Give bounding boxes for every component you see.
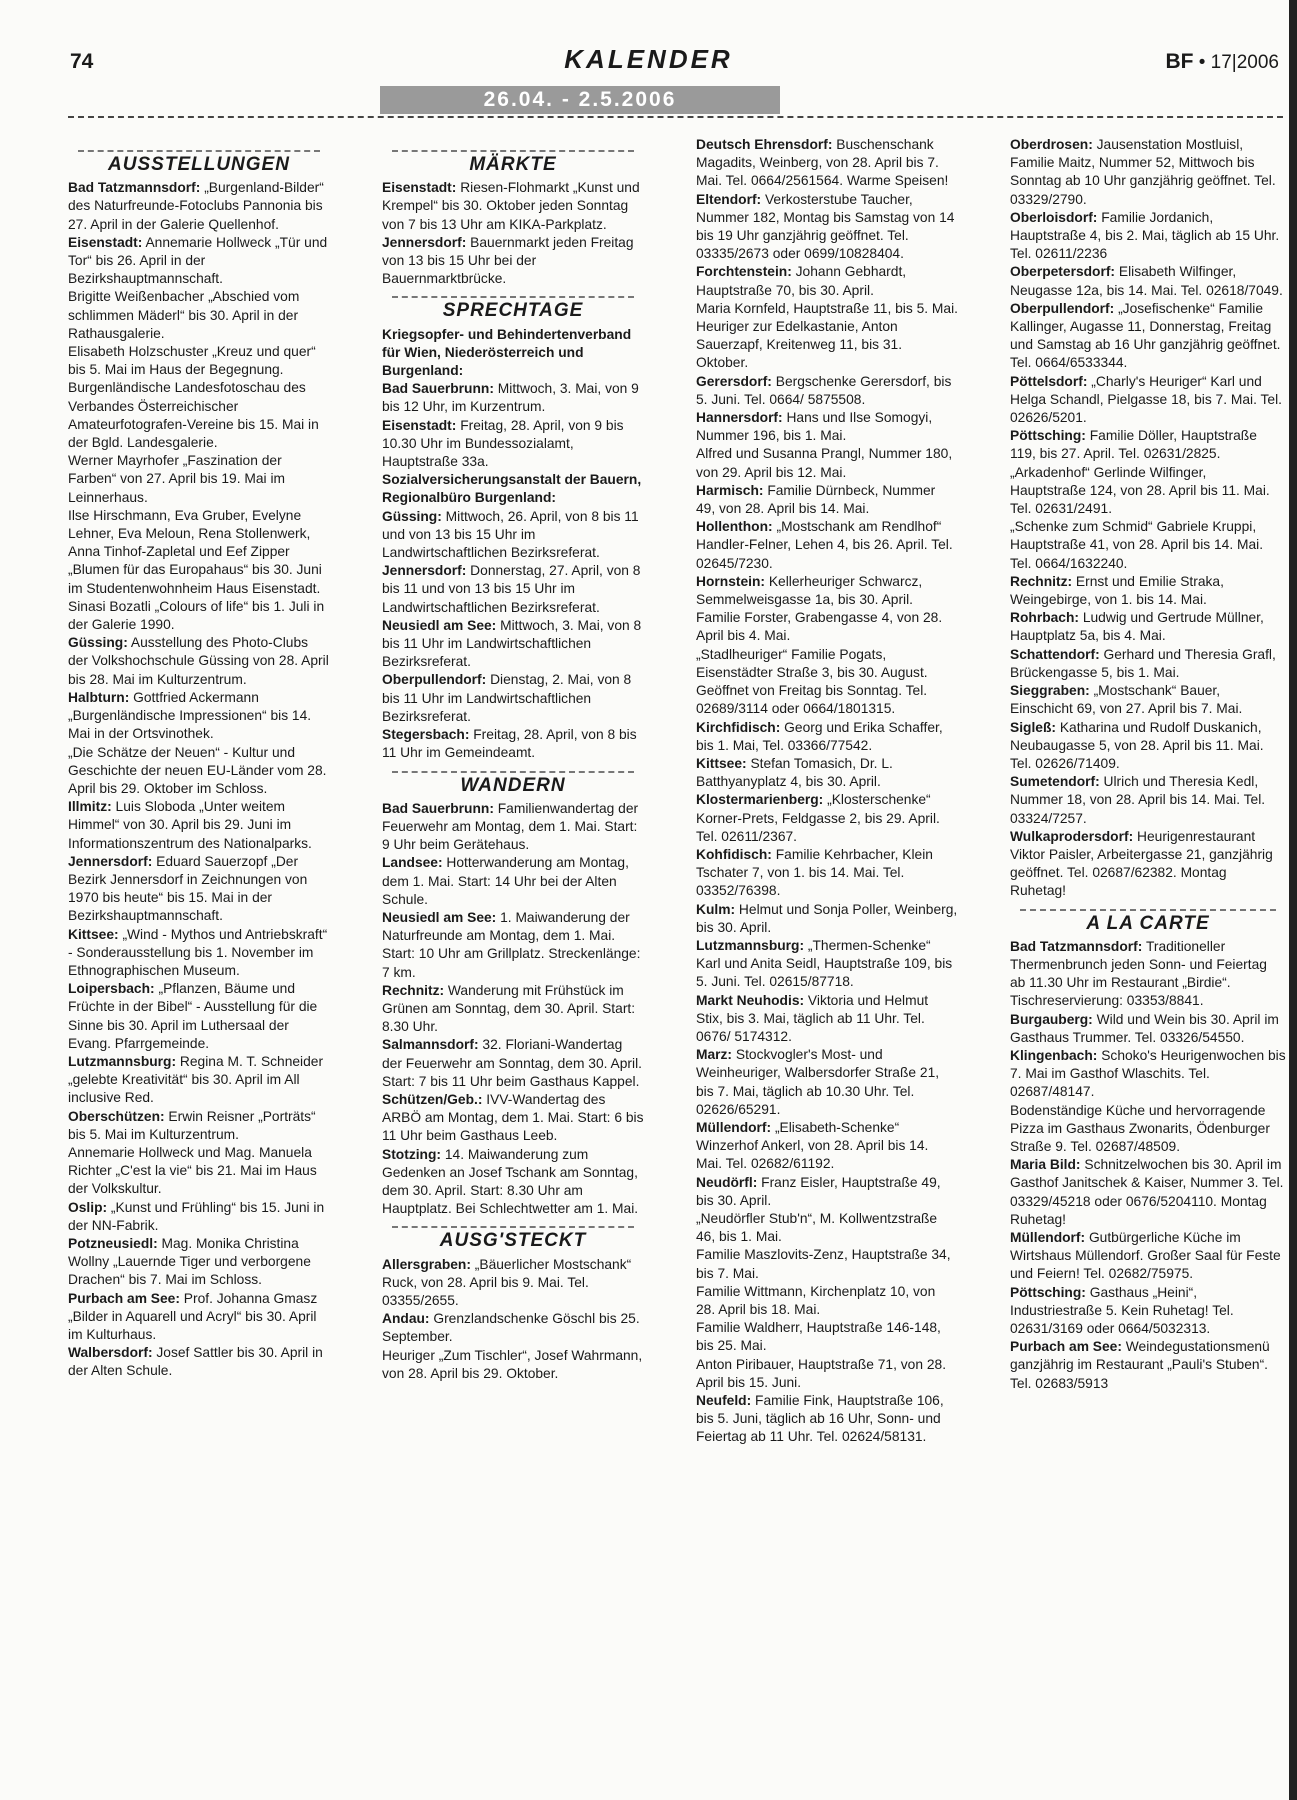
entry-text: Werner Mayrhofer „Faszination der Farben“ von 27. April bis 19. Mai im Leinnerhaus. (68, 453, 286, 505)
calendar-entry (696, 191, 958, 264)
entry-location: Neudörfl: (696, 1174, 758, 1190)
entry-location: Kittsee: (696, 755, 747, 771)
entry-text: Heuriger „Zum Tischler“, Josef Wahrmann, von 28. April bis 29. Oktober. (382, 1347, 643, 1381)
entry-text: Familienwandertag der Feuerwehr am Montag, dem 1. Mai. Start: 9 Uhr beim Gerätehaus. (382, 800, 639, 853)
entry-location: Müllendorf: (696, 1119, 772, 1135)
entry-location: Kittsee: (68, 926, 119, 942)
calendar-entry (696, 263, 958, 299)
section-heading (392, 1226, 634, 1251)
entry-location: Salmannsdorf: (382, 1037, 479, 1053)
entry-location: Lutzmannsburg: (68, 1053, 177, 1069)
calendar-entry (1010, 136, 1286, 209)
calendar-entry (68, 1290, 330, 1345)
calendar-entry (68, 1053, 330, 1108)
entry-text: „Burgenland-Bilder“ des Naturfreunde-Fotoclubs Pannonia bis 27. April in der Galerie Quellenhof. (68, 180, 324, 232)
entry-text: Ernst und Emilie Straka, Weingebirge, von 1. bis 14. Mai. (1010, 573, 1224, 608)
entry-location: Halbturn: (68, 689, 130, 705)
entry-text: 14. Maiwanderung zum Gedenken an Josef Tschank am Sonntag, dem 30. April. Start: 8.30 Uhr am Hauptplatz. Bei Schlechtwetter am 1. Mai. (382, 1146, 639, 1217)
column-2 (382, 136, 644, 1383)
calendar-entry (382, 1256, 644, 1311)
entry-location: Jennersdorf: (68, 853, 153, 869)
calendar-entry (1010, 1284, 1286, 1339)
entry-location: Schattendorf: (1010, 646, 1100, 662)
entry-location: Purbach am See: (1010, 1339, 1122, 1355)
entry-location: Stotzing: (382, 1146, 442, 1162)
calendar-entry (696, 409, 958, 445)
calendar-entry (382, 234, 644, 289)
entry-text: Annemarie Hollweck „Tür und Tor“ bis 26. April in der Bezirkshauptmannschaft. (68, 234, 328, 287)
section-heading (1020, 909, 1276, 934)
entry-location: Oberloisdorf: (1010, 209, 1098, 225)
entry-location: Hornstein: (696, 573, 765, 589)
calendar-entry (1010, 464, 1286, 519)
entry-text: „Arkadenhof“ Gerlinde Wilfinger, Hauptstraße 124, von 28. April bis 11. Mai. Tel. 02631/2491. (1010, 464, 1270, 517)
entry-text: Burgenländische Landesfotoschau des Verbandes Österreichischer Amateurfotografen-Vereine bis 15. Mai in der Bgld. Landesgalerie. (68, 380, 319, 451)
publication-name: BF (1165, 50, 1194, 73)
entry-location: Lutzmannsburg: (696, 937, 805, 953)
entry-text: Familie Maszlovits-Zenz, Hauptstraße 34, bis 7. Mai. (696, 1247, 951, 1281)
calendar-entry (1010, 1011, 1286, 1047)
entry-text: Anton Piribauer, Hauptstraße 71, von 28. April bis 15. Juni. (696, 1356, 947, 1390)
calendar-entry (696, 901, 958, 937)
entry-text: Josef Sattler bis 30. April in der Alten Schule. (68, 1345, 323, 1379)
calendar-entry (696, 1210, 958, 1246)
entry-location: Potzneusiedl: (68, 1235, 158, 1251)
entry-text: „Stadlheuriger“ Familie Pogats, Eisenstädter Straße 3, bis 30. August. Geöffnet von Freitag bis Sonntag. Tel. 02689/3114 oder 0664/1801315. (696, 646, 928, 717)
calendar-entry (68, 926, 330, 981)
entry-location: Walbersdorf: (68, 1345, 153, 1361)
entry-location: Hollenthon: (696, 519, 773, 535)
calendar-entry (1010, 1338, 1286, 1393)
entry-text: Maria Kornfeld, Hauptstraße 11, bis 5. Mai. (696, 300, 958, 316)
entry-location: Burgauberg: (1010, 1011, 1093, 1027)
entry-location: Eisenstadt: (68, 234, 143, 250)
calendar-entry (696, 482, 958, 518)
entry-location: Rechnitz: (382, 982, 445, 998)
entry-text: Elisabeth Holzschuster „Kreuz und quer“ bis 5. Mai im Haus der Begegnung. (68, 344, 316, 378)
calendar-entry (68, 1235, 330, 1290)
entry-location: Markt Neuhodis: (696, 992, 805, 1008)
calendar-entry (1010, 646, 1286, 682)
calendar-entry (68, 234, 330, 289)
section-heading-text: MÄRKTE (469, 154, 557, 175)
entry-text: Familie Forster, Grabengasse 4, von 28. April bis 4. Mai. (696, 610, 943, 644)
calendar-entry (68, 1144, 330, 1199)
calendar-entry (68, 744, 330, 799)
entry-location: Kohfidisch: (696, 846, 772, 862)
entry-text: Weindegustationsmenü ganzjährig im Restaurant „Pauli's Stuben“. Tel. 02683/5913 (1010, 1339, 1270, 1391)
entry-location: Eisenstadt: (382, 417, 457, 433)
calendar-entry (1010, 938, 1286, 1011)
entry-text: Wild und Wein bis 30. April im Gasthaus Trummer. Tel. 03326/54550. (1010, 1011, 1279, 1045)
entry-text: Jausenstation Mostluisl, Familie Maitz, Nummer 52, Mittwoch bis Sonntag ab 10 Uhr ganzjährig geöffnet. Tel. 03329/2790. (1010, 137, 1276, 207)
calendar-entry (696, 1283, 958, 1319)
entry-text: „Josefischenke“ Familie Kallinger, Augasse 11, Donnerstag, Freitag und Samstag ab 16 Uhr ganzjährig geöffnet. Tel. 0664/6533344. (1010, 300, 1281, 371)
entry-text: Riesen-Flohmarkt „Kunst und Krempel“ bis 30. Oktober jeden Sonntag von 7 bis 13 Uhr am KIKA-Parkplatz. (382, 180, 640, 232)
entry-text: Gasthaus „Heini“, Industriestraße 5. Kein Ruhetag! Tel. 02631/3169 oder 0664/5032313. (1010, 1284, 1234, 1336)
entry-text: Verkosterstube Taucher, Nummer 182, Montag bis Samstag von 14 bis 19 Uhr ganzjährig geöffnet. Tel. 03335/2673 oder 0699/10828404. (696, 191, 955, 262)
calendar-entry (696, 846, 958, 901)
entry-text: „Wind - Mythos und Antriebskraft“ - Sonderausstellung bis 1. November im Ethnographischen Museum. (68, 926, 328, 978)
entry-text: Heuriger zur Edelkastanie, Anton Sauerzapf, Kreitenweg 11, bis 31. Oktober. (696, 319, 903, 371)
section-heading-text: AUSSTELLUNGEN (108, 154, 290, 175)
calendar-entry (696, 791, 958, 846)
issue-label: BF • 17|2006 (1165, 50, 1279, 73)
entry-location: Forchtenstein: (696, 264, 792, 280)
entry-location: Harmisch: (696, 482, 764, 498)
calendar-entry (68, 452, 330, 507)
entry-location: Müllendorf: (1010, 1229, 1086, 1245)
entry-text: „Kunst und Frühling“ bis 15. Juni in der NN-Fabrik. (68, 1199, 325, 1233)
entry-text: „Die Schätze der Neuen“ - Kultur und Geschichte der neuen EU-Länder vom 28. April bis 29. Oktober im Schloss. (68, 744, 327, 796)
entry-location: Güssing: (382, 508, 442, 524)
entry-location: Pöttsching: (1010, 1284, 1086, 1300)
entry-location: Bad Sauerbrunn: (382, 800, 494, 816)
entry-text: Familie Dürnbeck, Nummer 49, von 28. April bis 14. Mai. (696, 482, 936, 517)
entry-text: Georg und Erika Schaffer, bis 1. Mai, Tel. 03366/77542. (696, 719, 943, 753)
calendar-entry (68, 634, 330, 689)
entry-text: Familie Waldherr, Hauptstraße 146-148, bis 25. Mai. (696, 1320, 941, 1354)
calendar-entry (696, 1046, 958, 1119)
entry-text: „Elisabeth-Schenke“ Winzerhof Ankerl, von 28. April bis 14. Mai. Tel. 02682/61192. (696, 1119, 929, 1172)
entry-text: Gerhard und Theresia Grafl, Brückengasse 5, bis 1. Mai. (1010, 646, 1276, 680)
section-heading-text: SPRECHTAGE (442, 300, 584, 322)
column-1 (68, 136, 330, 1381)
entry-text: Donnerstag, 27. April, von 8 bis 11 und von 13 bis 15 Uhr im Landwirtschaftlichen Bezirksreferat. (382, 563, 641, 615)
entry-text: Hans und Ilse Somogyi, Nummer 196, bis 1. Mai. (696, 410, 933, 444)
entry-location: Stegersbach: (382, 727, 470, 743)
entry-text: Mag. Monika Christina Wollny „Lauernde Tiger und verborgene Drachen“ bis 7. Mai im Schloss. (68, 1235, 311, 1288)
calendar-entry (1010, 300, 1286, 373)
entry-location: Sumetendorf: (1010, 774, 1100, 790)
entry-location: Kulm: (696, 901, 736, 917)
entry-location: Bad Tatzmannsdorf: (68, 180, 201, 196)
calendar-entry (696, 573, 958, 609)
entry-location: Rechnitz: (1010, 573, 1073, 589)
entry-text: Heurigenrestaurant Viktor Paisler, Arbeitergasse 21, ganzjährig geöffnet. Tel. 02687/62382. Montag Ruhetag! (1010, 828, 1273, 899)
entry-text: Dienstag, 2. Mai, von 8 bis 11 Uhr im Landwirtschaftlichen Bezirksreferat. (382, 672, 632, 724)
entry-text: Schoko's Heurigenwochen bis 7. Mai im Gasthof Wlaschits. Tel. 02687/48147. (1010, 1047, 1286, 1100)
calendar-entry (382, 1091, 644, 1146)
calendar-entry (382, 726, 644, 762)
entry-location: Oberpullendorf: (382, 672, 487, 688)
entry-text: Prof. Johanna Gmasz „Bilder in Aquarell und Acryl“ bis 30. April im Kulturhaus. (68, 1290, 318, 1342)
calendar-entry (382, 1036, 644, 1091)
calendar-entry (696, 518, 958, 573)
section-heading-text: AUSG'STECKT (439, 1230, 587, 1252)
calendar-entry (1010, 1047, 1286, 1102)
section-heading (78, 150, 320, 175)
calendar-entry (68, 1199, 330, 1235)
entry-text: Katharina und Rudolf Duskanich, Neubaugasse 5, von 28. April bis 11. Mai. Tel. 02626/71409. (1010, 719, 1264, 771)
entry-text: Familie Fink, Hauptstraße 106, bis 5. Juni, täglich ab 16 Uhr, Sonn- und Feiertag ab 11 Uhr. Tel. 02624/58131. (696, 1393, 944, 1445)
calendar-entry (382, 562, 644, 617)
entry-text: Regina M. T. Schneider „gelebte Kreativität“ bis 30. April im All inclusive Red. (68, 1053, 324, 1106)
calendar-entry (696, 1246, 958, 1282)
calendar-entry (1010, 1156, 1286, 1229)
entry-location: Bad Tatzmannsdorf: (1010, 938, 1143, 954)
entry-text: „Neudörfler Stub'n“, M. Kollwentzstraße 46, bis 1. Mai. (696, 1210, 938, 1245)
entry-text: Stefan Tomasich, Dr. L. Batthyanyplatz 4, bis 30. April. (696, 755, 893, 790)
entry-text: Traditioneller Thermenbrunch jeden Sonn- und Feiertag ab 11.30 Uhr im Restaurant „Birdie“. Tischreservierung: 03353/8841. (1010, 938, 1267, 1009)
entry-location: Kirchfidisch: (696, 719, 781, 735)
calendar-entry (696, 373, 958, 409)
entry-location: Jennersdorf: (382, 234, 467, 250)
calendar-entry (696, 445, 958, 481)
column-3 (696, 136, 958, 1447)
calendar-entry (382, 179, 644, 234)
entry-location: Klingenbach: (1010, 1047, 1098, 1063)
calendar-entry (68, 1108, 330, 1144)
calendar-entry (382, 982, 644, 1037)
entry-location: Sieggraben: (1010, 683, 1090, 699)
entry-text: Ausstellung des Photo-Clubs der Volkshochschule Güssing von 28. April bis 28. Mai im Kulturzentrum. (68, 635, 329, 687)
entry-text: „Mostschank“ Bauer, Einschicht 69, von 27. April bis 7. Mai. (1010, 683, 1243, 717)
entry-location: Oslip: (68, 1199, 108, 1215)
calendar-entry (696, 1319, 958, 1355)
entry-text: Grenzlandschenke Göschl bis 25. September. (382, 1311, 640, 1345)
entry-text: „Thermen-Schenke“ Karl und Anita Seidl, Hauptstraße 109, bis 5. Juni. Tel. 02615/87718. (696, 937, 953, 990)
header-divider (68, 116, 1283, 118)
entry-text: „Pflanzen, Bäume und Früchte in der Bibel“ - Ausstellung für die Sinne bis 30. April im Luthersaal der Evang. Pfarrgemeinde. (68, 981, 318, 1051)
entry-location: Güssing: (68, 635, 128, 651)
entry-text: „Mostschank am Rendlhof“ Handler-Felner, Lehen 4, bis 26. April. Tel. 02645/7230. (696, 519, 953, 571)
entry-location: Bad Sauerbrunn: (382, 381, 494, 397)
calendar-entry (1010, 1229, 1286, 1284)
page-number: 74 (70, 50, 94, 73)
calendar-entry (696, 318, 958, 373)
calendar-entry (68, 598, 330, 634)
calendar-entry (68, 507, 330, 598)
entry-text: 32. Floriani-Wandertag der Feuerwehr am Sonntag, dem 30. April. Start: 7 bis 11 Uhr beim Gasthaus Kappel. (382, 1037, 642, 1089)
entry-text: 1. Maiwanderung der Naturfreunde am Montag, dem 1. Mai. Start: 10 Uhr am Grillplatz. Streckenlänge: 7 km. (382, 909, 641, 980)
entry-text: Familie Kehrbacher, Klein Tschater 7, von 1. bis 14. Mai. Tel. 03352/76398. (696, 846, 933, 899)
calendar-entry (382, 471, 644, 507)
entry-text: Elisabeth Wilfinger, Neugasse 12a, bis 14. Mai. Tel. 02618/7049. (1010, 264, 1283, 298)
entry-text: Hotterwanderung am Montag, dem 1. Mai. Start: 14 Uhr bei der Alten Schule. (382, 855, 629, 907)
calendar-entry (68, 853, 330, 926)
entry-location: Eltendorf: (696, 191, 762, 207)
entry-text: Mittwoch, 26. April, von 8 bis 11 und von 13 bis 15 Uhr im Landwirtschaftlichen Bezirksreferat. (382, 508, 639, 561)
entry-text: „Schenke zum Schmid“ Gabriele Kruppi, Hauptstraße 41, von 28. April bis 14. Mai. Tel. 0664/1632240. (1010, 519, 1264, 571)
entry-text: Familie Döller, Hauptstraße 119, bis 27. April. Tel. 02631/2825. (1010, 428, 1257, 462)
calendar-entry (382, 326, 644, 381)
calendar-entry (696, 646, 958, 719)
calendar-entry (68, 1344, 330, 1380)
entry-location: Hannersdorf: (696, 410, 783, 426)
entry-text: Schnitzelwochen bis 30. April im Gasthof Janitschek & Kaiser, Nummer 3. Tel. 03329/45218 oder 0676/5204110. Montag Ruhetag! (1010, 1157, 1284, 1227)
calendar-entry (696, 992, 958, 1047)
calendar-entry (1010, 373, 1286, 428)
entry-text: Eduard Sauerzopf „Der Bezirk Jennersdorf in Zeichnungen von 1970 bis heute“ bis 15. Mai in der Bezirkshauptmannschaft. (68, 853, 308, 924)
calendar-entry (696, 719, 958, 755)
calendar-entry (382, 417, 644, 472)
page-header (0, 40, 1297, 120)
calendar-entry (696, 1356, 958, 1392)
page-edge (1289, 0, 1297, 1800)
calendar-entry (382, 380, 644, 416)
calendar-entry (1010, 427, 1286, 463)
entry-text: Viktoria und Helmut Stix, bis 3. Mai, täglich ab 11 Uhr. Tel. 0676/ 5174312. (696, 992, 929, 1044)
calendar-entry (696, 1392, 958, 1447)
entry-text: Kellerheuriger Schwarcz, Semmelweisgasse 1a, bis 30. April. (696, 573, 923, 608)
calendar-entry (1010, 719, 1286, 774)
entry-text: IVV-Wandertag des ARBÖ am Montag, dem 1. Mai. Start: 6 bis 11 Uhr beim Gasthaus Leeb. (382, 1091, 644, 1144)
entry-text: Brigitte Weißenbacher „Abschied vom schlimmen Mäderl“ bis 30. April in der Rathausgalerie. (68, 289, 300, 341)
entry-location: Andau: (382, 1311, 430, 1327)
entry-text: „Bäuerlicher Mostschank“ Ruck, von 28. April bis 9. Mai. Tel. 03355/2655. (382, 1256, 632, 1308)
entry-location: Oberpetersdorf: (1010, 264, 1116, 280)
calendar-entry (68, 689, 330, 744)
entry-text: Erwin Reisner „Porträts“ bis 5. Mai im Kulturzentrum. (68, 1108, 316, 1142)
entry-text: Freitag, 28. April, von 9 bis 10.30 Uhr im Bundessozialamt, Hauptstraße 33a. (382, 417, 624, 470)
entry-text: Gutbürgerliche Küche im Wirtshaus Müllendorf. Großer Saal für Feste und Feiern! Tel. 02682/75975. (1010, 1229, 1281, 1282)
calendar-entry (696, 937, 958, 992)
calendar-entry (382, 1310, 644, 1346)
entry-location: Gerersdorf: (696, 373, 772, 389)
entry-text: Franz Eisler, Hauptstraße 49, bis 30. April. (696, 1174, 941, 1208)
calendar-entry (382, 909, 644, 982)
entry-location: Wulkaprodersdorf: (1010, 828, 1134, 844)
column-4 (1010, 136, 1286, 1393)
entry-text: „Klosterschenke“ Korner-Prets, Feldgasse 2, bis 29. April. Tel. 02611/2367. (696, 792, 940, 844)
calendar-entry (1010, 209, 1286, 264)
entry-text: Alfred und Susanna Prangl, Nummer 180, von 29. April bis 12. Mai. (696, 446, 953, 480)
calendar-entry (68, 798, 330, 853)
entry-text: Familie Jordanich, Hauptstraße 4, bis 2. Mai, täglich ab 15 Uhr. Tel. 02611/2236 (1010, 209, 1280, 262)
entry-text: Johann Gebhardt, Hauptstraße 70, bis 30. April. (696, 264, 907, 298)
calendar-entry (696, 609, 958, 645)
entry-location: Illmitz: (68, 799, 112, 815)
calendar-entry (68, 343, 330, 379)
calendar-entry (382, 617, 644, 672)
section-heading (392, 296, 634, 321)
entry-text: „Charly's Heuriger“ Karl und Helga Schandl, Pielgasse 18, bis 7. Mai. Tel. 02626/5201. (1010, 373, 1283, 426)
calendar-entry (382, 854, 644, 909)
calendar-entry (1010, 573, 1286, 609)
entry-text: Ilse Hirschmann, Eva Gruber, Evelyne Lehner, Eva Meloun, Rena Stollenwerk, Anna Tinhof-Zapletal und Eef Zipper „Blumen für das Europahaus“ bis 30. Juni im Studentenwohnheim Haus Eisenstadt. (68, 507, 322, 596)
entry-text: Ludwig und Gertrude Müllner, Hauptplatz 5a, bis 4. Mai. (1010, 610, 1264, 644)
entry-text: Familie Wittmann, Kirchenplatz 10, von 28. April bis 18. Mai. (696, 1283, 936, 1317)
entry-location: Neusiedl am See: (382, 909, 497, 925)
calendar-entry (382, 1347, 644, 1383)
entry-text: Mittwoch, 3. Mai, von 8 bis 11 Uhr im Landwirtschaftlichen Bezirksreferat. (382, 617, 642, 670)
calendar-entry (382, 1146, 644, 1219)
entry-location: Allersgraben: (382, 1256, 471, 1272)
entry-location: Oberdrosen: (1010, 137, 1093, 152)
entry-location: Neusiedl am See: (382, 617, 497, 633)
calendar-entry (1010, 828, 1286, 901)
page-title: KALENDER (564, 44, 733, 74)
entry-text: Bauernmarkt jeden Freitag von 13 bis 15 Uhr bei der Bauernmarktbrücke. (382, 234, 634, 287)
date-range: 26.04. - 2.5.2006 (380, 86, 780, 114)
entry-text: Annemarie Hollweck und Mag. Manuela Richter „C'est la vie“ bis 21. Mai im Haus der Volkskultur. (68, 1144, 317, 1197)
calendar-entry (382, 508, 644, 563)
section-heading (392, 771, 634, 796)
entry-text: Stockvogler's Most- und Weinheuriger, Walbersdorfer Straße 21, bis 7. Mai, täglich ab 10.30 Uhr. Tel. 02626/65291. (696, 1047, 940, 1117)
calendar-entry (696, 1119, 958, 1174)
entry-location: Pöttelsdorf: (1010, 373, 1088, 389)
calendar-entry (68, 379, 330, 452)
entry-location: Sigleß: (1010, 719, 1056, 735)
calendar-entry (68, 288, 330, 343)
entry-text: Wanderung mit Frühstück im Grünen am Sonntag, dem 30. April. Start: 8.30 Uhr. (382, 982, 636, 1035)
entry-location: Deutsch Ehrensdorf: (696, 137, 833, 152)
calendar-entry (1010, 609, 1286, 645)
issue-number: 17|2006 (1210, 52, 1279, 73)
entry-location: Neufeld: (696, 1393, 752, 1409)
calendar-entry (68, 179, 330, 234)
entry-location: Landsee: (382, 855, 443, 871)
entry-text: Mittwoch, 3. Mai, von 9 bis 12 Uhr, im Kurzentrum. (382, 381, 639, 415)
entry-location: Pöttsching: (1010, 428, 1086, 444)
calendar-entry (696, 755, 958, 791)
calendar-entry (696, 1174, 958, 1210)
calendar-entry (696, 300, 958, 318)
entry-location: Purbach am See: (68, 1290, 180, 1306)
entry-location: Rohrbach: (1010, 610, 1079, 626)
entry-location: Maria Bild: (1010, 1157, 1081, 1173)
section-heading (392, 150, 634, 175)
entry-text: Helmut und Sonja Poller, Weinberg, bis 30. April. (696, 901, 958, 935)
calendar-entry (696, 136, 958, 191)
entry-text: Buschenschank Magadits, Weinberg, von 28. April bis 7. Mai. Tel. 0664/2561564. Warme Speisen! (696, 137, 949, 189)
entry-text: Bergschenke Gerersdorf, bis 5. Juni. Tel. 0664/ 5875508. (696, 373, 952, 407)
entry-location: Sozialversicherungsanstalt der Bauern, Regionalbüro Burgenland: (382, 472, 642, 506)
entry-text: Ulrich und Theresia Kedl, Nummer 18, von 28. April bis 14. Mai. Tel. 03324/7257. (1010, 774, 1266, 826)
calendar-entry (1010, 518, 1286, 573)
calendar-entry (1010, 773, 1286, 828)
entry-location: Loipersbach: (68, 981, 155, 997)
calendar-entry (382, 671, 644, 726)
calendar-entry (1010, 1102, 1286, 1157)
entry-text: Gottfried Ackermann „Burgenländische Impressionen“ bis 14. Mai in der Ortsvinothek. (68, 689, 312, 742)
section-heading-text: WANDERN (460, 774, 566, 796)
entry-location: Oberpullendorf: (1010, 300, 1115, 316)
entry-location: Eisenstadt: (382, 180, 457, 196)
entry-text: Sinasi Bozatli „Colours of life“ bis 1. Juli in der Galerie 1990. (68, 598, 325, 633)
entry-location: Kriegsopfer- und Behindertenverband für Wien, Niederösterreich und Burgenland: (382, 326, 632, 379)
entry-location: Marz: (696, 1047, 733, 1063)
entry-text: Luis Sloboda „Unter weitem Himmel“ von 30. April bis 29. Juni im Informationszentrum des Nationalparks. (68, 799, 312, 851)
entry-location: Schützen/Geb.: (382, 1091, 483, 1107)
entry-location: Jennersdorf: (382, 563, 467, 579)
calendar-entry (1010, 682, 1286, 718)
calendar-entry (1010, 263, 1286, 299)
entry-location: Oberschützen: (68, 1108, 165, 1124)
entry-location: Klostermarienberg: (696, 792, 824, 808)
calendar-entry (68, 980, 330, 1053)
entry-text: Bodenständige Küche und hervorragende Pizza im Gasthaus Zwonarits, Ödenburger Straße 9. Tel. 02687/48509. (1010, 1102, 1270, 1154)
calendar-entry (382, 800, 644, 855)
entry-text: Freitag, 28. April, von 8 bis 11 Uhr im Gemeindeamt. (382, 727, 637, 761)
section-heading-text: A LA CARTE (1086, 912, 1210, 934)
